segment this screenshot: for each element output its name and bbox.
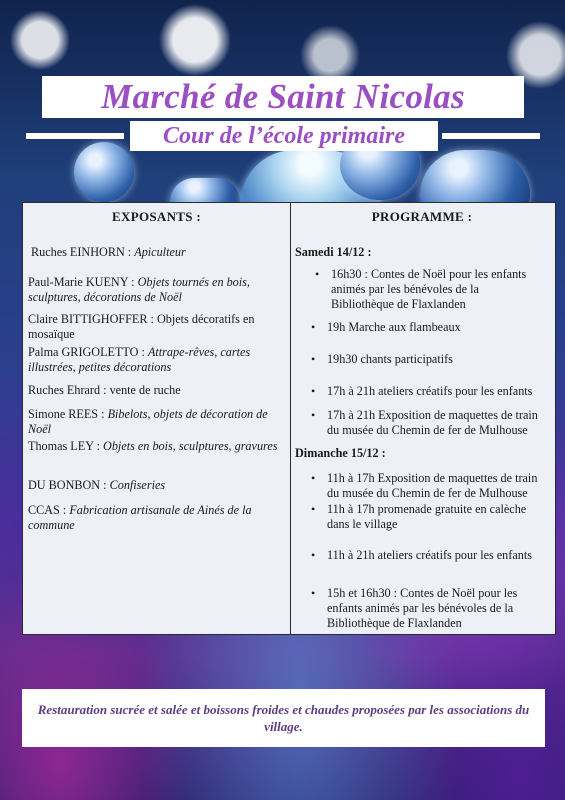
exposant-item (28, 478, 284, 493)
exposant-name: CCAS : (28, 503, 70, 517)
christmas-bauble-icon (420, 150, 530, 210)
exposant-description: Bibelots, objets de décoration de Noël (28, 407, 268, 436)
bullet-icon: • (311, 408, 316, 422)
decorative-line (26, 133, 124, 139)
event-text: 11h à 17h promenade gratuite en calèche dans le village (327, 502, 527, 531)
programme-event (311, 502, 543, 532)
programme-event (311, 471, 543, 501)
exposant-description: Fabrication artisanale de Ainés de la commune (28, 503, 252, 532)
bullet-icon: • (311, 502, 316, 516)
programme-event (311, 586, 543, 631)
bullet-icon: • (311, 384, 316, 398)
exposant-description: Confiseries (109, 478, 166, 492)
exposants-heading: EXPOSANTS : (112, 209, 201, 224)
info-table (22, 202, 556, 635)
day-label: Samedi 14/12 : (295, 245, 372, 259)
bullet-icon: • (311, 586, 316, 600)
page-title: Marché de Saint Nicolas (101, 77, 465, 116)
programme-event (311, 352, 541, 367)
exposant-item (31, 245, 284, 260)
event-text: 19h30 chants participatifs (327, 352, 453, 366)
bullet-icon: • (311, 352, 316, 366)
exposant-name: DU BONBON : (28, 478, 110, 492)
exposant-description: Attrape-rêves, cartes illustrées, petites décorations (28, 345, 251, 374)
exposant-description: Objets en bois, sculptures, gravures (103, 439, 278, 453)
page-subtitle: Cour de l’école primaire (163, 122, 405, 149)
exposant-name: Paul-Marie KUENY : (28, 275, 138, 289)
event-text: 16h30 : Contes de Noël pour les enfants animés par les bénévoles de la Bibliothèque de Flaxlanden (331, 267, 527, 311)
exposant-name: Thomas LEY : (28, 439, 104, 453)
programme-column (291, 203, 555, 634)
programme-heading: PROGRAMME : (371, 209, 473, 224)
bullet-icon: • (315, 267, 320, 281)
exposant-description: vente de ruche (109, 383, 181, 397)
bullet-icon: • (311, 471, 316, 485)
exposant-description: Objets décoratifs en mosaïque (28, 312, 255, 341)
programme-event (311, 320, 541, 335)
exposant-name: Claire BITTIGHOFFER : (28, 312, 157, 326)
exposant-name: Ruches EINHORN : (31, 245, 135, 259)
event-text: 19h Marche aux flambeaux (327, 320, 461, 334)
decorative-line (442, 133, 540, 139)
exposant-name: Palma GRIGOLETTO : (28, 345, 148, 359)
programme-event (311, 548, 543, 563)
event-text: 17h à 21h Exposition de maquettes de train du musée du Chemin de fer de Mulhouse (327, 408, 538, 437)
exposant-item (28, 439, 284, 454)
event-text: 11h à 21h ateliers créatifs pour les enfants (327, 548, 532, 562)
exposant-item (28, 345, 284, 375)
subtitle-banner (130, 121, 438, 151)
exposant-item (28, 407, 284, 437)
event-text: 11h à 17h Exposition de maquettes de train du musée du Chemin de fer de Mulhouse (327, 471, 538, 500)
exposants-column (23, 203, 291, 634)
exposant-item (28, 275, 284, 305)
day-label: Dimanche 15/12 : (295, 446, 386, 460)
exposant-description: Apiculteur (134, 245, 186, 259)
programme-event (311, 384, 543, 399)
event-text: 15h et 16h30 : Contes de Noël pour les enfants animés par les bénévoles de la Bibliothèque de Flaxlanden (327, 586, 518, 630)
footer-text: Restauration sucrée et salée et boissons froides et chaudes proposées par les associations du village. (37, 702, 530, 734)
bullet-icon: • (311, 320, 316, 334)
bullet-icon: • (311, 548, 316, 562)
exposant-description: Objets tournés en bois, sculptures, décorations de Noël (28, 275, 250, 304)
exposant-item (28, 383, 284, 398)
exposant-item (28, 312, 284, 342)
exposant-name: Ruches Ehrard : (28, 383, 110, 397)
exposant-item (28, 503, 284, 533)
christmas-bauble-icon (74, 142, 134, 202)
title-banner (42, 76, 524, 118)
programme-event (315, 267, 543, 312)
programme-event (311, 408, 543, 438)
footer-banner (22, 689, 545, 747)
exposant-name: Simone REES : (28, 407, 108, 421)
event-text: 17h à 21h ateliers créatifs pour les enfants (327, 384, 533, 398)
